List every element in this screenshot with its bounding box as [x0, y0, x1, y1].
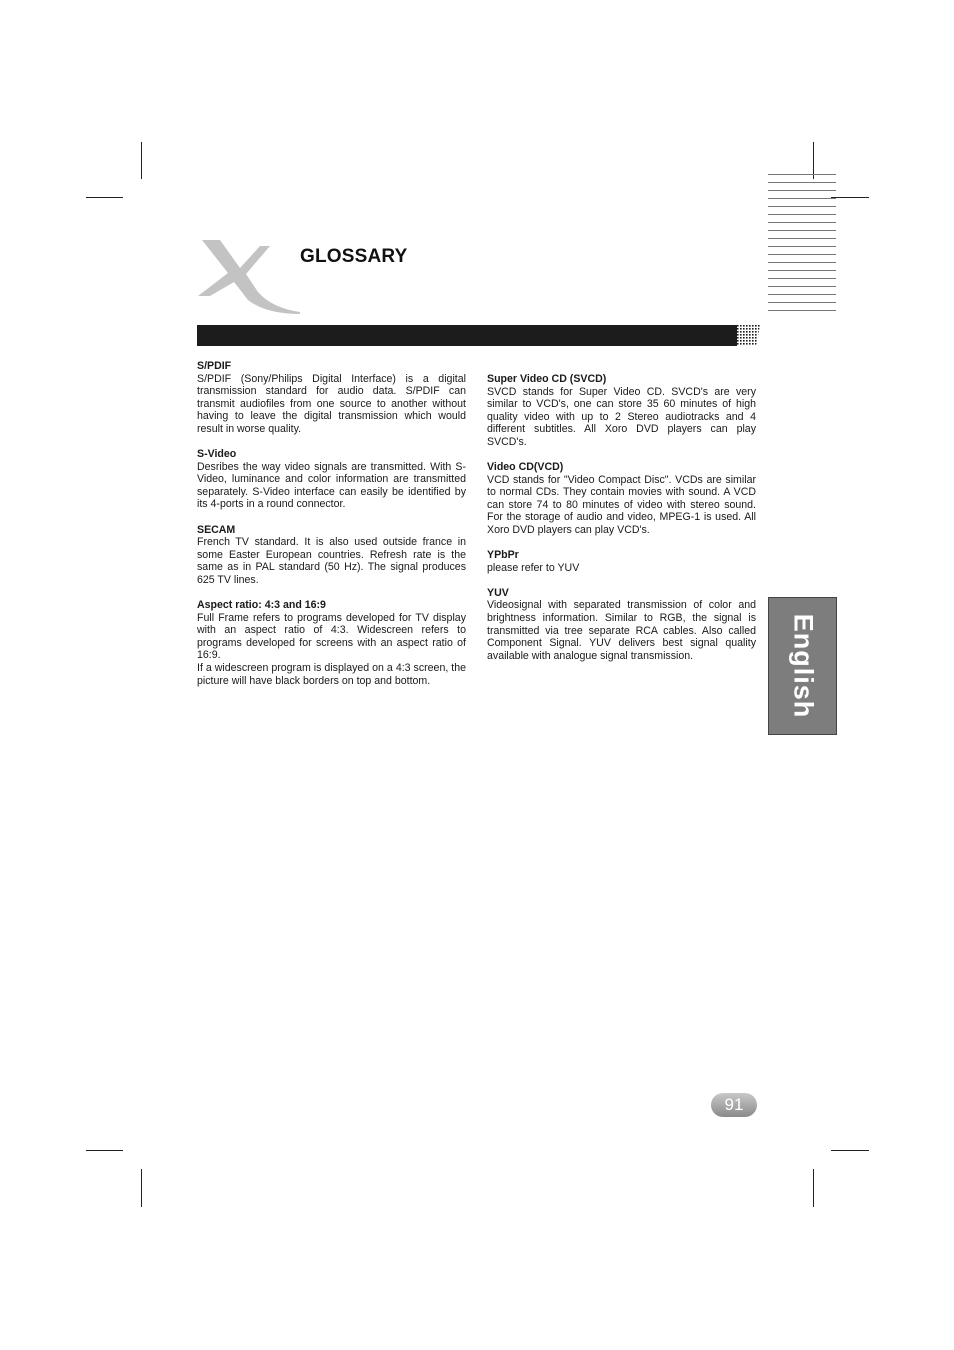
bar-dot-pattern [734, 325, 760, 346]
glossary-term: YPbPr [487, 549, 519, 562]
crop-mark [141, 142, 142, 179]
crop-mark [86, 1150, 123, 1151]
glossary-definition: Desribes the way video signals are transmitted. With S-Video, luminance and color information are transmitted separately. S-Video interface can easily be identified by its 4-ports in a round connector. [197, 460, 466, 511]
glossary-term: YUV [487, 586, 509, 599]
glossary-definition: French TV standard. It is also used outside france in some Easter European countries. Refresh rate is the same as in PAL standard (50 Hz). The signal produces 625 TV lines. [197, 536, 466, 586]
glossary-entry-yuv [487, 587, 756, 663]
glossary-definition: Videosignal with separated transmission of color and brightness information. Similar to RGB, the signal is transmitted via tree separate RCA cables. Also called Component Signal. YUV delivers best signal quality available with analogue signal transmission. [487, 599, 756, 662]
crop-mark [86, 197, 123, 198]
glossary-entry-svcd [487, 373, 756, 449]
glossary-term: Video CD(VCD) [487, 461, 564, 474]
glossary-entry-ypbpr [487, 549, 756, 574]
glossary-entry-s-video [197, 448, 466, 511]
glossary-term: Aspect ratio: 4:3 and 16:9 [197, 599, 326, 611]
glossary-entry-vcd [487, 461, 756, 537]
glossary-column-left [197, 360, 466, 700]
glossary-term: SECAM [197, 523, 236, 536]
glossary-definition: Full Frame refers to programs developed for TV display with an aspect ratio of 4:3. Widescreen refers to programs developed for screens with an aspect ratio of 16:9. [197, 611, 466, 662]
glossary-entry-secam [197, 524, 466, 587]
glossary-definition: please refer to YUV [487, 561, 580, 574]
glossary-entry-spdif [197, 360, 466, 436]
brand-x-logo [196, 240, 302, 314]
glossary-term: S-Video [197, 448, 237, 461]
page-number: 91 [711, 1093, 757, 1117]
language-tab [768, 597, 837, 735]
glossary-entry-aspect-ratio [197, 599, 466, 687]
decorative-stripes [768, 174, 836, 314]
glossary-definition: S/PDIF (Sony/Philips Digital Interface) is a digital transmission standard for audio data. S/PDIF can transmit audiofiles from one source to another without having to leave the digital transmission which would result in worse quality. [197, 372, 466, 435]
page-title: GLOSSARY [300, 246, 408, 267]
language-tab-label: English [788, 613, 818, 719]
crop-mark [813, 1169, 814, 1207]
crop-mark [831, 197, 869, 198]
glossary-definition: If a widescreen program is displayed on a 4:3 screen, the picture will have black borders on top and bottom. [197, 661, 466, 687]
glossary-definition: SVCD stands for Super Video CD. SVCD's are very similar to VCD's, one can store 35 60 minutes of high quality video with up to 2 Stereo audiotracks and 4 different subtitles. All Xoro DVD players can play SVCD's. [487, 385, 756, 448]
glossary-term: S/PDIF [197, 360, 232, 372]
header-bar [197, 325, 737, 346]
glossary-term: Super Video CD (SVCD) [487, 373, 607, 385]
glossary-definition: VCD stands for "Video Compact Disc". VCDs are similar to normal CDs. They contain movies with sound. A VCD can store 74 to 80 minutes of video with stereo sound. For the storage of audio and video, MPEG-1 is used. All Xoro DVD players can play VCD's. [487, 473, 756, 537]
crop-mark [831, 1150, 869, 1151]
glossary-column-right [487, 373, 756, 675]
crop-mark [141, 1169, 142, 1207]
